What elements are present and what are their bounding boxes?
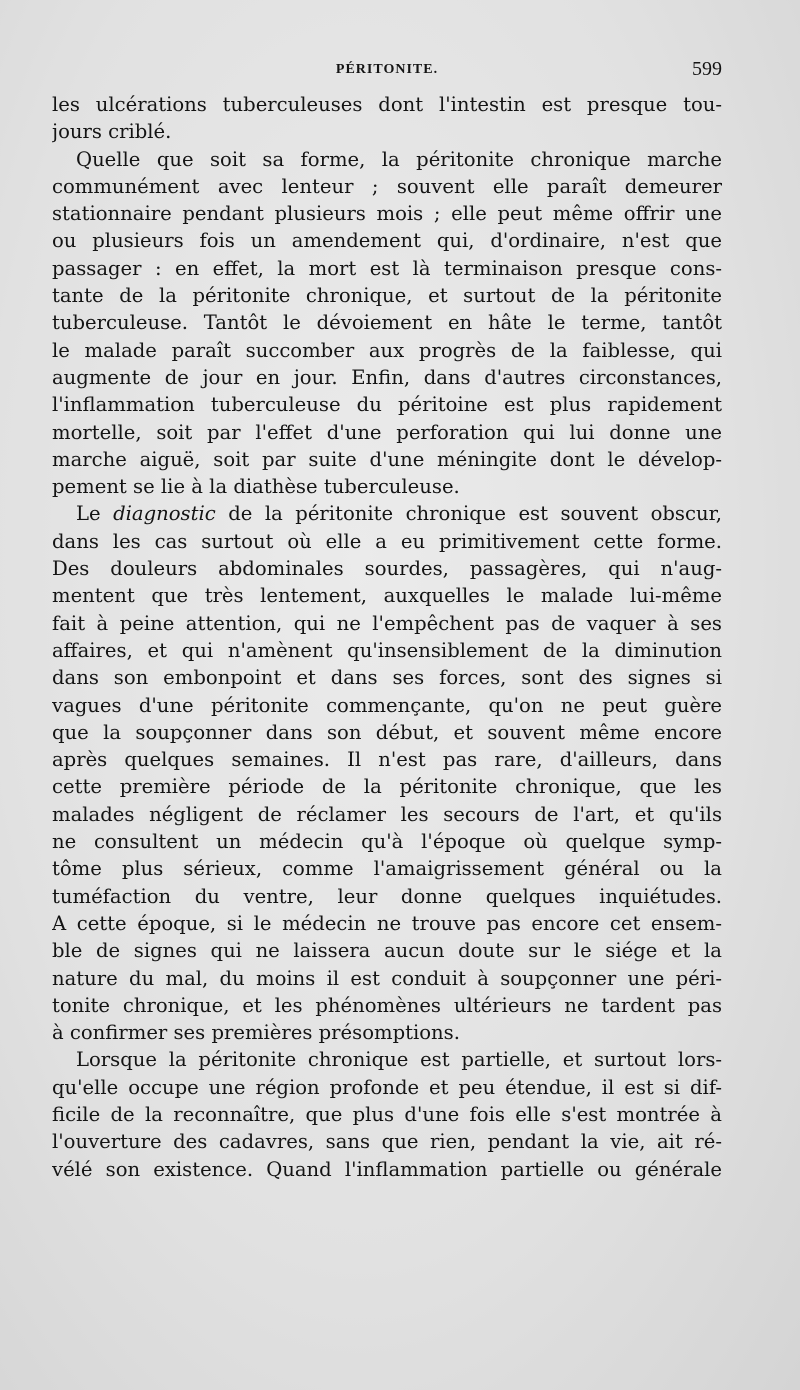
paragraph-start-line: Lorsque la péritonite chronique est partielle, et surtout lors-	[76, 1048, 722, 1072]
text-line: à confirmer ses premières présomptions.	[52, 1021, 460, 1045]
text-line: A cette époque, si le médecin ne trouve pas encore cet ensem-	[52, 911, 722, 935]
text-line: l'inflammation tuberculeuse du péritoine est plus rapidement	[52, 393, 722, 417]
running-head	[52, 58, 722, 86]
text-line: stationnaire pendant plusieurs mois ; elle peut même offrir une	[52, 202, 722, 226]
text-line: le malade paraît succomber aux progrès de la faiblesse, qui	[52, 338, 722, 362]
text-line: qu'elle occupe une région profonde et peu étendue, il est si dif-	[52, 1075, 722, 1099]
text-line: après quelques semaines. Il n'est pas rare, d'ailleurs, dans	[52, 748, 722, 772]
text-line: malades négligent de réclamer les secours de l'art, et qu'ils	[52, 802, 722, 826]
text-line: passager : en effet, la mort est là terminaison presque cons-	[52, 256, 722, 280]
paragraph-start-line	[52, 500, 722, 527]
text-line: tante de la péritonite chronique, et surtout de la péritonite	[52, 284, 722, 308]
text-line: que la soupçonner dans son début, et souvent même encore	[52, 720, 722, 744]
text-line: pement se lie à la diathèse tuberculeuse.	[52, 475, 460, 499]
running-title: PÉRITONITE.	[335, 62, 439, 77]
text-line: Des douleurs abdominales sourdes, passagères, qui n'aug-	[52, 557, 722, 581]
diagnostic-term: diagnostic	[113, 502, 216, 526]
body-text	[52, 91, 722, 1183]
text-line: communément avec lenteur ; souvent elle paraît demeurer	[52, 174, 722, 198]
text-line: dans les cas surtout où elle a eu primitivement cette forme.	[52, 529, 722, 553]
paragraph-start-line: Quelle que soit sa forme, la péritonite chronique marche	[76, 147, 722, 171]
text-line: vagues d'une péritonite commençante, qu'on ne peut guère	[52, 693, 722, 717]
page-number: 599	[692, 58, 722, 80]
text-line: ou plusieurs fois un amendement qui, d'ordinaire, n'est que	[52, 229, 722, 253]
text-line-continuation: de la péritonite chronique est souvent obscur,	[228, 502, 722, 526]
text-line: ficile de la reconnaître, que plus d'une fois elle s'est montrée à	[52, 1102, 722, 1126]
text-line: affaires, et qui n'amènent qu'insensiblement de la diminution	[52, 638, 722, 662]
text-line: ne consultent un médecin qu'à l'époque où quelque symp-	[52, 830, 722, 854]
text-line: dans son embonpoint et dans ses forces, sont des signes si	[52, 666, 722, 690]
text-line: ble de signes qui ne laissera aucun doute sur le siége et la	[52, 939, 722, 963]
text-line: jours criblé.	[52, 120, 172, 144]
text-line: tôme plus sérieux, comme l'amaigrissement général ou la	[52, 857, 722, 881]
text-line: les ulcérations tuberculeuses dont l'intestin est presque tou-	[52, 93, 722, 116]
text-line: mortelle, soit par l'effet d'une perforation qui lui donne une	[52, 420, 722, 444]
text-line: cette première période de la péritonite chronique, que les	[52, 775, 722, 799]
text-line: vélé son existence. Quand l'inflammation partielle ou générale	[52, 1157, 722, 1181]
text-line: fait à peine attention, qui ne l'empêchent pas de vaquer à ses	[52, 611, 722, 635]
text-line: tuberculeuse. Tantôt le dévoiement en hâte le terme, tantôt	[52, 311, 722, 335]
text-line: marche aiguë, soit par suite d'une méningite dont le dévelop-	[52, 447, 722, 471]
text-line: mentent que très lentement, auxquelles le malade lui-même	[52, 584, 722, 608]
text-line: tonite chronique, et les phénomènes ultérieurs ne tardent pas	[52, 993, 722, 1017]
text-line: augmente de jour en jour. Enfin, dans d'autres circonstances,	[52, 365, 722, 389]
text-line: nature du mal, du moins il est conduit à soupçonner une péri-	[52, 966, 722, 990]
diagnostic-lead: Le	[76, 502, 101, 526]
text-line: tuméfaction du ventre, leur donne quelques inquiétudes.	[52, 884, 722, 908]
text-line: l'ouverture des cadavres, sans que rien, pendant la vie, ait ré-	[52, 1130, 722, 1154]
